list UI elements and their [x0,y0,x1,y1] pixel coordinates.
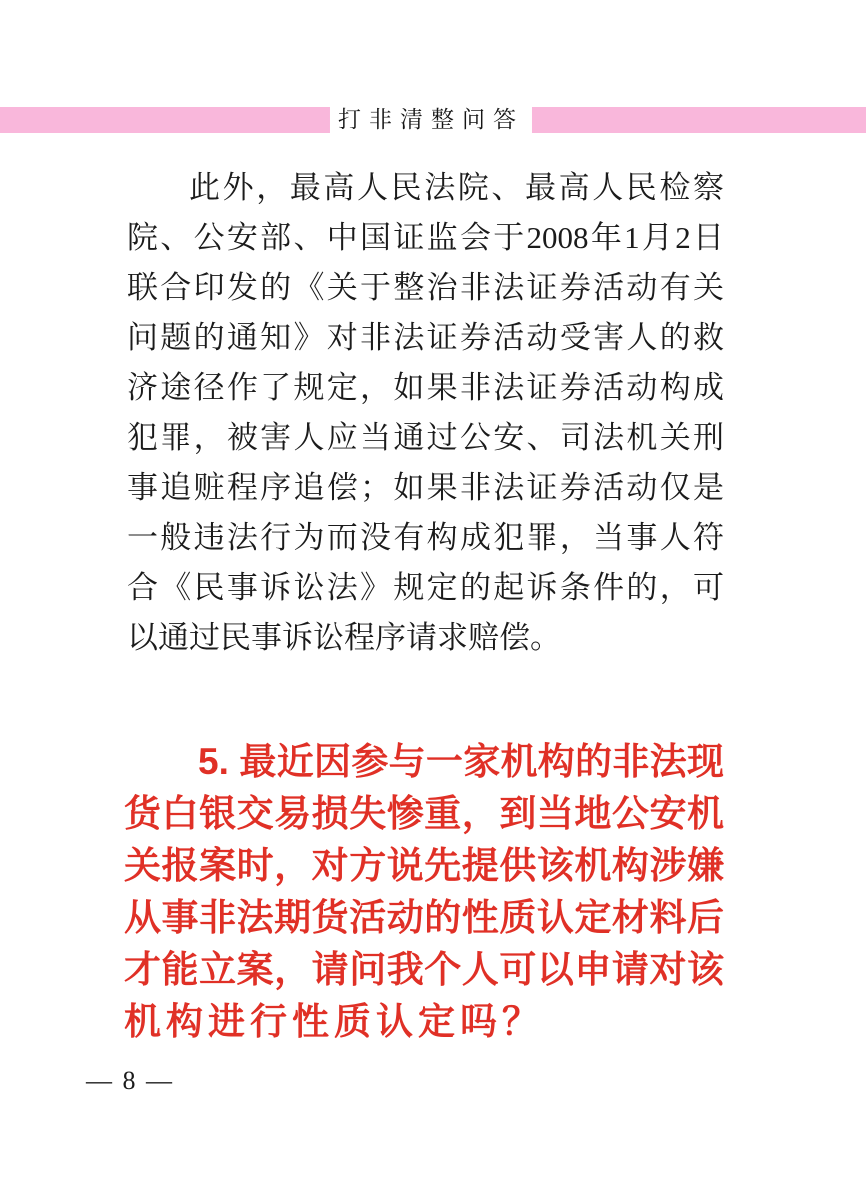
paragraph-line: 以通过民事诉讼程序请求赔偿。 [127,620,561,655]
paragraph-line: 合《民事诉讼法》规定的起诉条件的，可 [127,570,724,605]
paragraph-line: 事追赃程序追偿；如果非法证券活动仅是 [127,470,724,505]
question-line: 从事非法期货活动的性质认定材料后 [124,897,724,938]
page-number: — 8 — [86,1066,174,1095]
paragraph-line: 联合印发的《关于整治非法证券活动有关 [127,270,724,305]
question-line: 关报案时，对方说先提供该机构涉嫌 [124,845,724,886]
paragraph-line: 犯罪，被害人应当通过公安、司法机关刑 [127,420,724,455]
paragraph-line: 济途径作了规定，如果非法证券活动构成 [127,370,724,405]
answer-paragraph [127,163,724,663]
paragraph-line: 院、公安部、中国证监会于2008年1月2日 [127,220,724,255]
question-line: 货白银交易损失惨重，到当地公安机 [124,793,724,834]
page-header [0,107,866,133]
question-line: 才能立案，请问我个人可以申请对该 [124,949,724,990]
question-line: 5. 最近因参与一家机构的非法现 [198,741,724,782]
question-5-block [124,736,724,1048]
header-band-left [0,107,335,133]
paragraph-line: 此外，最高人民法院、最高人民检察 [189,170,724,205]
paragraph-line: 一般违法行为而没有构成犯罪，当事人符 [127,520,724,555]
paragraph-line: 问题的通知》对非法证券活动受害人的救 [127,320,724,355]
header-band-right [521,107,866,133]
running-head-title: 打非清整问答 [330,104,532,136]
question-line: 机构进行性质认定吗？ [124,1001,544,1042]
